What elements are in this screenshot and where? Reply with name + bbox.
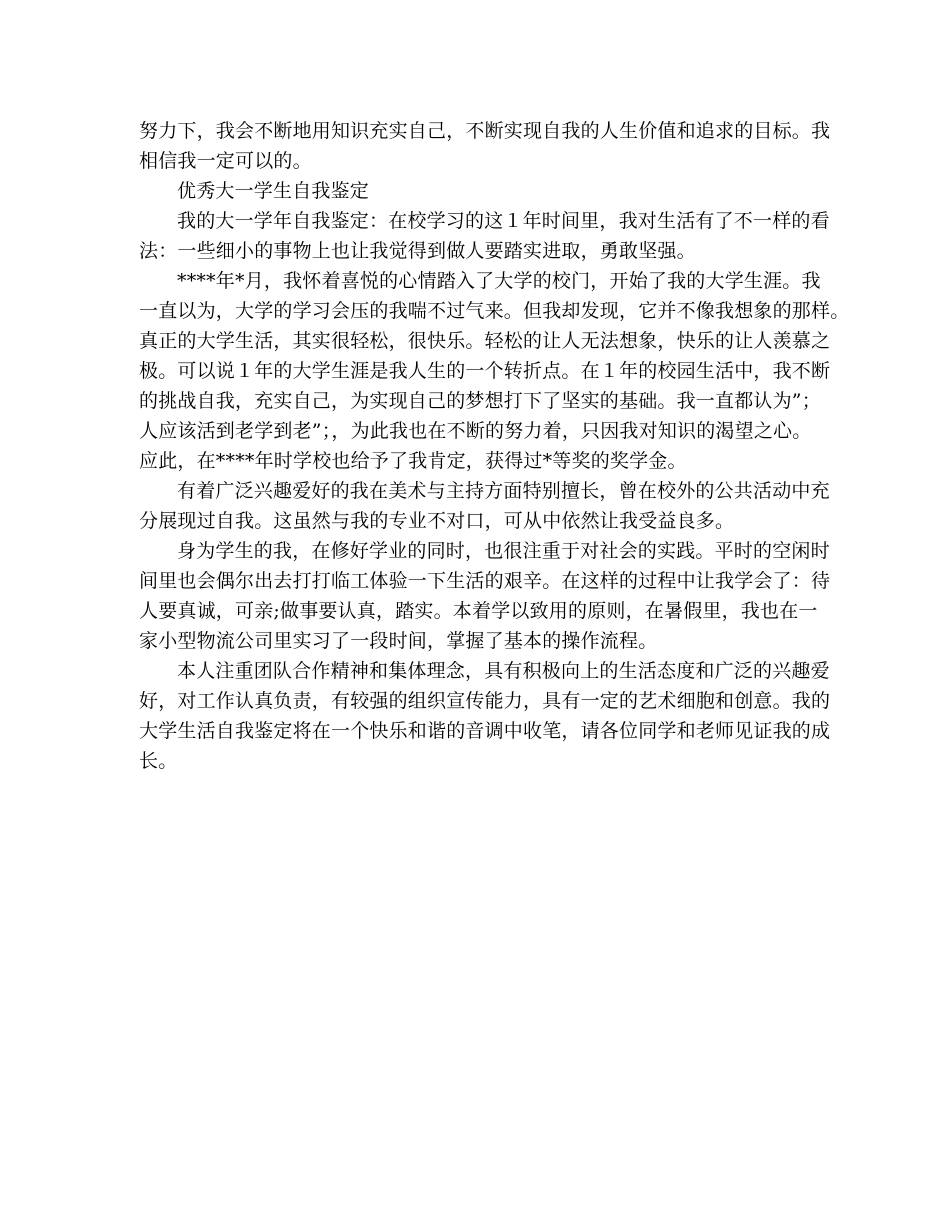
text-line: ****年*月，我怀着喜悦的心情踏入了大学的校门，开始了我的大学生涯。我: [177, 270, 821, 292]
text-line: 极。可以说１年的大学生涯是我人生的一个转折点。在１年的校园生活中，我不断: [139, 360, 831, 382]
text-line: 努力下，我会不断地用知识充实自己，不断实现自我的人生价值和追求的目标。我: [139, 120, 831, 142]
text-line: 身为学生的我，在修好学业的同时，也很注重于对社会的实践。平时的空闲时: [177, 540, 830, 562]
document-body: [139, 116, 850, 776]
section-heading: 优秀大一学生自我鉴定: [177, 180, 370, 202]
text-line: 家小型物流公司里实习了一段时间，掌握了基本的操作流程。: [139, 630, 658, 652]
text-line: 好，对工作认真负责，有较强的组织宣传能力，具有一定的艺术细胞和创意。我的: [139, 690, 831, 712]
text-line: 人应该活到老学到老”；，为此我也在不断的努力着，只因我对知识的渴望之心。: [139, 420, 812, 442]
text-line: 分展现过自我。这虽然与我的专业不对口，可从中依然让我受益良多。: [139, 510, 735, 532]
text-line: 真正的大学生活，其实很轻松，很快乐。轻松的让人无法想象，快乐的让人羡慕之: [139, 330, 831, 352]
text-line: 本人注重团队合作精神和集体理念，具有积极向上的生活态度和广泛的兴趣爱: [177, 660, 830, 682]
text-line: 我的大一学年自我鉴定：在校学习的这１年时间里，我对生活有了不一样的看: [177, 210, 830, 232]
text-line: 长。: [139, 750, 178, 772]
text-line: 有着广泛兴趣爱好的我在美术与主持方面特别擅长，曾在校外的公共活动中充: [177, 480, 830, 502]
text-line: 相信我一定可以的。: [139, 150, 312, 172]
text-line: 间里也会偶尔出去打打临工体验一下生活的艰辛。在这样的过程中让我学会了：待: [139, 570, 831, 592]
text-line: 大学生活自我鉴定将在一个快乐和谐的音调中收笔，请各位同学和老师见证我的成: [139, 720, 831, 742]
text-line: 应此，在****年时学校也给予了我肯定，获得过*等奖的奖学金。: [139, 450, 687, 472]
text-line: 一直以为，大学的学习会压的我喘不过气来。但我却发现，它并不像我想象的那样。: [139, 300, 850, 322]
text-line: 人要真诚，可亲;做事要认真，踏实。本着学以致用的原则，在暑假里，我也在一: [139, 600, 818, 622]
text-line: 法：一些细小的事物上也让我觉得到做人要踏实进取，勇敢坚强。: [139, 240, 696, 262]
text-line: 的挑战自我，充实自己，为实现自己的梦想打下了坚实的基础。我一直都认为”；: [139, 390, 821, 412]
